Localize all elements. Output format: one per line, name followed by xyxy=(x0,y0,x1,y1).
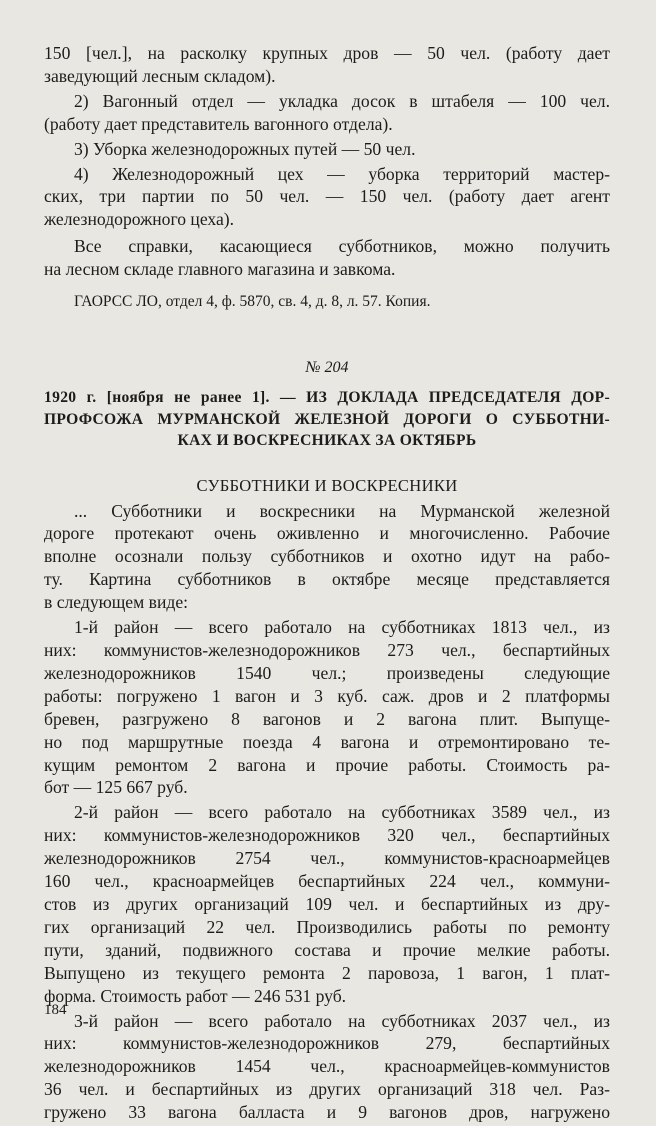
text-line: них: коммунистов-железнодорожников 320 чел., беспартийных xyxy=(44,825,610,846)
heading-line-3: КАХ И ВОСКРЕСНИКАХ ЗА ОКТЯБРЬ xyxy=(177,432,477,450)
continuation-paragraph-3 xyxy=(44,138,610,161)
text-line: железнодорожников 1540 чел.; произведены следующие xyxy=(44,662,610,683)
heading-line-1 xyxy=(44,387,610,409)
heading-line-1-text: — ИЗ ДОКЛАДА ПРЕДСЕДАТЕЛЯ ДОР- xyxy=(269,389,610,407)
text-line: работы: погружено 1 вагон и 3 куб. саж. дров и 2 платформы xyxy=(44,685,610,706)
text-line: дороге протекают очень оживленно и многочисленно. Рабочие xyxy=(44,523,610,544)
text-line: ту. Картина субботников в октябре месяце представляется xyxy=(44,569,610,590)
text-line: заведующий лесным складом). xyxy=(44,65,276,86)
archive-source-citation: ГАОРСС ЛО, отдел 4, ф. 5870, св. 4, д. 8, л. 57. Копия. xyxy=(74,293,431,311)
body-paragraph-district-1 xyxy=(44,616,610,799)
continuation-paragraph-5 xyxy=(44,235,610,281)
document-date: 1920 г. [ноября не ранее 1]. xyxy=(44,389,270,407)
text-line: на лесном складе главного магазина и завкома. xyxy=(44,259,396,280)
text-line: пути, зданий, подвижного состава и прочие мелкие работы. xyxy=(44,939,610,960)
document-number: № 204 xyxy=(305,359,349,377)
continuation-paragraph-4 xyxy=(44,163,610,232)
text-line: ских, три партии по 50 чел. — 150 чел. (работу дает агент xyxy=(44,186,610,207)
text-line: стов из других организаций 109 чел. и беспартийных из дру- xyxy=(44,893,610,914)
text-line: них: коммунистов-железнодорожников 279, беспартийных xyxy=(44,1033,610,1054)
text-line: 4) Железнодорожный цех — уборка территорий мастер- xyxy=(74,163,610,184)
page-text xyxy=(44,42,610,1126)
document-heading xyxy=(44,387,610,452)
section-subtitle: СУББОТНИКИ И ВОСКРЕСНИКИ xyxy=(196,475,458,495)
continuation-paragraph-1 xyxy=(44,42,610,88)
text-line: 3-й район — всего работало на субботниках 2037 чел., из xyxy=(74,1010,610,1031)
text-line: бревен, разгружено 8 вагонов и 2 вагона плит. Выпуще- xyxy=(44,708,610,729)
continuation-paragraph-2 xyxy=(44,90,610,136)
text-line: но под маршрутные поезда 4 вагона и отремонтировано те- xyxy=(44,731,610,752)
text-line: 160 чел., красноармейцев беспартийных 224 чел., коммуни- xyxy=(44,871,610,892)
text-line: (работу дает представитель вагонного отдела). xyxy=(44,113,393,134)
text-line: 3) Уборка железнодорожных путей — 50 чел. xyxy=(74,138,416,159)
text-line: 1-й район — всего работало на субботниках 1813 чел., из xyxy=(74,617,610,638)
text-line: форма. Стоимость работ — 246 531 руб. xyxy=(44,985,347,1006)
text-line: 2-й район — всего работало на субботниках 3589 чел., из xyxy=(74,802,610,823)
body-paragraph-district-3 xyxy=(44,1010,610,1125)
page-number: 184 xyxy=(44,1002,67,1018)
heading-line-2: ПРОФСОЖА МУРМАНСКОЙ ЖЕЛЕЗНОЙ ДОРОГИ О СУББОТНИ- xyxy=(44,410,610,428)
text-line: железнодорожного цеха). xyxy=(44,209,235,230)
text-line: 2) Вагонный отдел — укладка досок в штабеля — 100 чел. xyxy=(74,90,610,111)
text-line: Выпущено из текущего ремонта 2 паровоза, 1 вагон, 1 плат- xyxy=(44,962,610,983)
text-line: вполне осознали пользу субботников и охотно идут на рабо- xyxy=(44,546,610,567)
text-line: Все справки, касающиеся субботников, можно получить xyxy=(74,236,610,257)
text-line: гружено 33 вагона балласта и 9 вагонов дров, нагружено xyxy=(44,1102,610,1123)
text-line: железнодорожников 2754 чел., коммунистов-красноармейцев xyxy=(44,848,610,869)
text-line: бот — 125 667 руб. xyxy=(44,777,188,798)
text-line: 150 [чел.], на расколку крупных дров — 50 чел. (работу дает xyxy=(44,43,610,63)
text-line: ... Субботники и воскресники на Мурманской железной xyxy=(74,500,610,521)
text-line: них: коммунистов-железнодорожников 273 чел., беспартийных xyxy=(44,640,610,660)
text-line: гих организаций 22 чел. Производились работы по ремонту xyxy=(44,916,610,937)
body-paragraph-intro xyxy=(44,500,610,615)
text-line: кущим ремонтом 2 вагона и прочие работы. Стоимость ра- xyxy=(44,754,610,775)
text-line: 36 чел. и беспартийных из других организаций 318 чел. Раз- xyxy=(44,1079,610,1100)
text-line: в следующем виде: xyxy=(44,592,189,613)
body-paragraph-district-2 xyxy=(44,801,610,1007)
text-line: железнодорожников 1454 чел., красноармейцев-коммунистов xyxy=(44,1056,610,1077)
